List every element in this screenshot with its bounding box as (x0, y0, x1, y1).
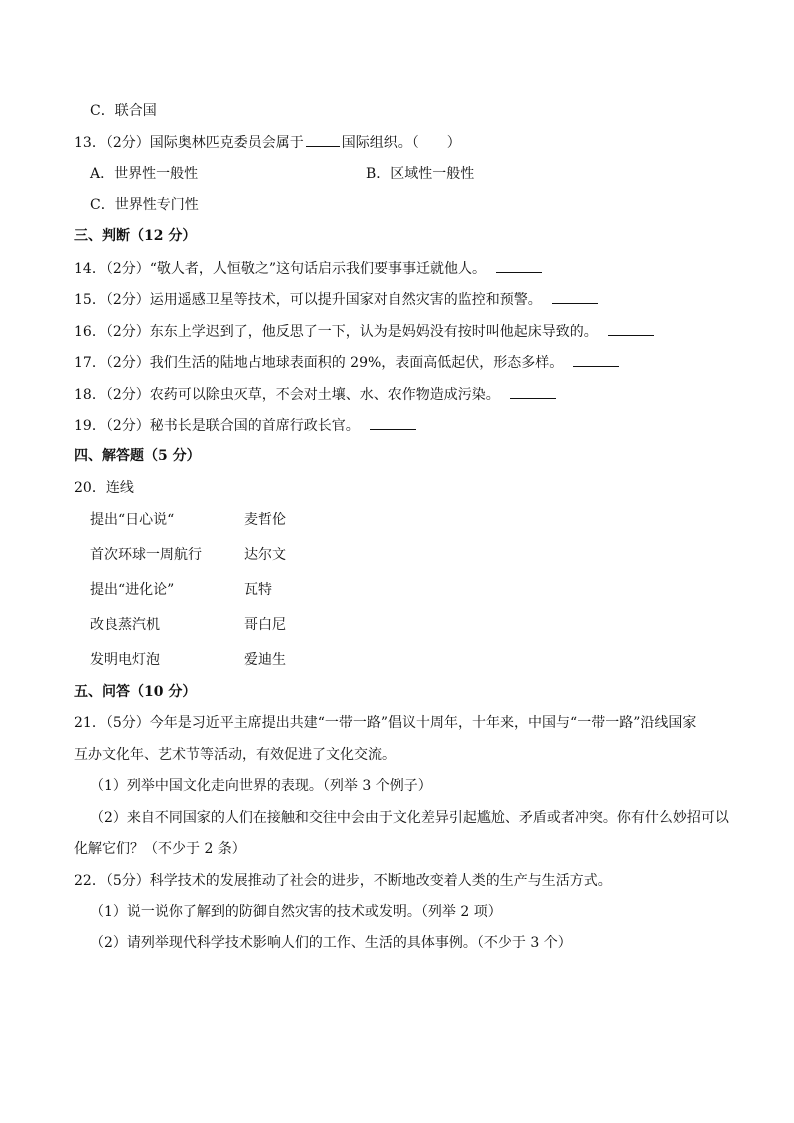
q22-line1: 22．（5分）科学技术的发展推动了社会的进步，不断地改变着人类的生产与生活方式。 (74, 873, 612, 889)
q21-line1: 21．（5分）今年是习近平主席提出共建“一带一路”倡议十周年，十年来，中国与“一带一路”沿线国家 (74, 715, 697, 731)
q19-text: 19．（2分）秘书长是联合国的首席行政长官。 (74, 418, 360, 434)
q17-text: 17．（2分）我们生活的陆地占地球表面积的 29%，表面高低起伏，形态多样。 (74, 355, 564, 371)
q13-option-b: B．区域性一般性 (366, 166, 475, 182)
q18 (74, 384, 556, 405)
section5-title: 五、问答（10 分） (74, 684, 197, 700)
q14 (74, 258, 542, 279)
q17 (74, 352, 619, 373)
q16-answer-blank[interactable] (608, 321, 654, 336)
q21-sub1: （1）列举中国文化走向世界的表现。（列举 3 个例子） (90, 778, 432, 794)
section4-title: 四、解答题（5 分） (74, 448, 201, 464)
match-left-5[interactable]: 发明电灯泡 (90, 652, 160, 668)
q21-sub2-line2: 化解它们？（不少于 2 条） (74, 841, 246, 857)
match-left-4[interactable]: 改良蒸汽机 (90, 617, 160, 633)
q12-option-c: C．联合国 (90, 103, 157, 119)
q18-answer-blank[interactable] (510, 384, 556, 399)
q21-sub2-line1: （2）来自不同国家的人们在接触和交往中会由于文化差异引起尴尬、矛盾或者冲突。你有什么妙招可以 (90, 810, 729, 826)
match-right-1[interactable]: 麦哲伦 (244, 512, 286, 528)
q21-line2: 互办文化年、艺术节等活动，有效促进了文化交流。 (74, 747, 396, 763)
q13-answer-blank[interactable] (306, 132, 340, 147)
q17-answer-blank[interactable] (573, 352, 619, 367)
match-right-5[interactable]: 爱迪生 (244, 652, 286, 668)
match-left-1[interactable]: 提出“日心说“ (90, 512, 175, 528)
q14-answer-blank[interactable] (496, 258, 542, 273)
q20-title: 20．连线 (74, 480, 134, 496)
q14-text: 14．（2分）“敬人者，人恒敬之”这句话启示我们要事事迁就他人。 (74, 261, 487, 277)
match-left-3[interactable]: 提出“进化论” (90, 582, 175, 598)
q13-suffix: 国际组织。（ ） (341, 135, 461, 151)
match-left-2[interactable]: 首次环球一周航行 (90, 547, 202, 563)
q16 (74, 321, 654, 342)
q19-answer-blank[interactable] (370, 415, 416, 430)
match-right-4[interactable]: 哥白尼 (244, 617, 286, 633)
q13-option-c: C．世界性专门性 (90, 197, 199, 213)
q16-text: 16．（2分）东东上学迟到了，他反思了一下，认为是妈妈没有按时叫他起床导致的。 (74, 324, 598, 340)
match-right-2[interactable]: 达尔文 (244, 547, 286, 563)
q13-option-a: A．世界性一般性 (90, 166, 199, 182)
q18-text: 18．（2分）农药可以除虫灭草，不会对土壤、水、农作物造成污染。 (74, 387, 500, 403)
q19 (74, 415, 416, 436)
match-right-3[interactable]: 瓦特 (244, 582, 272, 598)
q22-sub1: （1）说一说你了解到的防御自然灾害的技术或发明。（列举 2 项） (90, 904, 502, 920)
q15-text: 15．（2分）运用遥感卫星等技术，可以提升国家对自然灾害的监控和预警。 (74, 292, 542, 308)
q15-answer-blank[interactable] (552, 289, 598, 304)
q22-sub2: （2）请列举现代科学技术影响人们的工作、生活的具体事例。（不少于 3 个） (90, 935, 572, 951)
q13-prefix: 13．（2分）国际奥林匹克委员会属于 (74, 135, 304, 151)
q13-stem (74, 132, 461, 153)
section3-title: 三、判断（12 分） (74, 228, 197, 244)
q15 (74, 289, 598, 310)
